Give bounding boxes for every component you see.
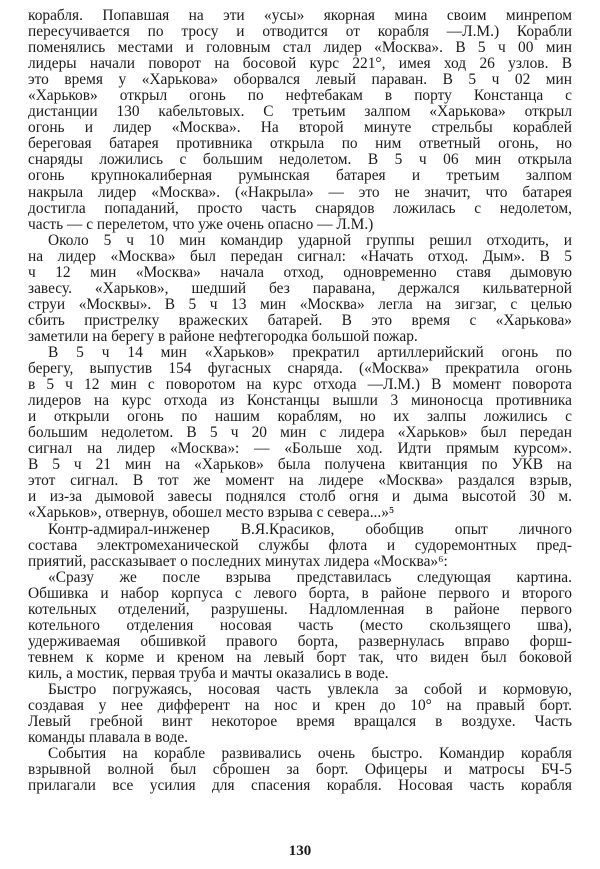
text-line: большим недолетом. В 5 ч 20 мин с лидера «Харьков» был передан <box>28 424 572 442</box>
text-line: часть — с перелетом, что уже очень опасно — Л.М.) <box>28 215 374 233</box>
text-line: завесу. «Харьков», шедший без паравана, держался кильватерной <box>28 279 572 297</box>
text-line: лидеров на курс отхода из Констанцы вышли 3 миноносца противника <box>28 392 572 410</box>
text-line: это время у «Харькова» оборвался левый параван. В 5 ч 02 мин <box>28 71 572 89</box>
text-line: В 5 ч 14 мин «Харьков» прекратил артиллерийский огонь по <box>48 343 572 361</box>
text-line: состава электромеханической службы флота и судоремонтных пред- <box>28 536 572 554</box>
text-line: этот сигнал. В тот же момент на лидере «Москва» раздался взрыв, <box>28 472 572 490</box>
text-line: огонь и лидер «Москва». На второй минуте стрельбы кораблей <box>28 119 572 137</box>
text-line: в 5 ч 12 мин с поворотом на курс отхода —Л.М.) В момент поворота <box>28 376 572 394</box>
text-line: События на корабле развивались очень быстро. Командир корабля <box>48 745 572 763</box>
paragraph <box>28 522 572 570</box>
text-line: струи «Москвы». В 5 ч 13 мин «Москва» легла на зигзаг, с целью <box>28 295 572 313</box>
text-line: поменялись местами и головным стал лидер «Москва». В 5 ч 00 мин <box>28 39 572 57</box>
paragraph <box>28 746 572 794</box>
text-line: Около 5 ч 10 мин командир ударной группы решил отходить, и <box>48 231 572 249</box>
text-line: берегу, выпустив 154 фугасных снаряда. («Москва» прекратила огонь <box>28 360 572 378</box>
paragraph <box>28 570 572 682</box>
text-line: команды плавала в воде. <box>28 729 188 747</box>
paragraph <box>28 345 572 522</box>
text-line: береговая батарея противника открыла по ним ответный огонь, но <box>28 135 572 153</box>
text-line: прилагали все усилия для спасения корабля. Носовая часть корабля <box>28 777 572 795</box>
text-line: Левый гребной винт некоторое время вращался в воздухе. Часть <box>28 713 572 731</box>
text-line: огонь крупнокалиберная румынская батарея и третьим залпом <box>28 167 572 185</box>
text-line: накрыла лидер «Москва». («Накрыла» — это не значит, что батарея <box>28 183 572 201</box>
text-line: снаряды ложились с большим недолетом. В 5 ч 06 мин открыла <box>28 151 572 169</box>
text-line: ч 12 мин «Москва» начала отход, одновременно ставя дымовую <box>28 263 572 281</box>
text-line: взрывной волной был сброшен за борт. Офицеры и матросы БЧ-5 <box>28 761 572 779</box>
text-line: на лидер «Москва» был передан сигнал: «Начать отход. Дым». В 5 <box>28 247 572 265</box>
text-line: заметили на берегу в районе нефтегородка большой пожар. <box>28 327 418 345</box>
page-number: 130 <box>288 843 312 859</box>
text-line: котельного отделения носовая часть (место скользящего шва), <box>28 616 572 634</box>
text-line: лидеры начали поворот на босовой курс 221°, имея ход 26 узлов. В <box>28 55 572 73</box>
text-line: Обшивка и набор корпуса с левого борта, в районе первого и второго <box>28 584 572 602</box>
text-line: приятий, рассказывает о последних минутах лидера «Москва»⁶: <box>28 552 448 570</box>
text-line: и из-за дымовой завесы поднялся столб огня и дыма высотой 30 м. <box>28 488 572 506</box>
text-line: корабля. Попавшая на эти «усы» якорная мина своим минрепом <box>28 7 572 24</box>
text-line: В 5 ч 21 мин на «Харьков» была получена квитанция по УКВ на <box>28 456 572 474</box>
text-line: киль, а мостик, первая труба и мачты оказались в воде. <box>28 664 389 682</box>
text-line: Контр-адмирал-инженер В.Я.Красиков, обобщив опыт личного <box>48 520 572 538</box>
paragraph <box>28 233 572 345</box>
text-line: дистанции 130 кабельтовых. С третьим залпом «Харькова» открыл <box>28 103 572 121</box>
text-line: котельных отделений, разрушены. Надломленная в районе первого <box>28 600 572 618</box>
text-line: «Харьков», отвернув, обошел место взрыва с севера...»⁵ <box>28 504 395 522</box>
text-line: тевнем к корме и креном на левый борт так, что виден был боковой <box>28 648 572 666</box>
paragraph <box>28 682 572 746</box>
page-body-text <box>28 8 572 794</box>
text-line: удерживаемая обшивкой правого борта, развернулась вправо форш- <box>28 632 572 650</box>
text-line: «Сразу же после взрыва представилась следующая картина. <box>48 568 572 586</box>
paragraph <box>28 8 572 233</box>
text-line: Быстро погружаясь, носовая часть увлекла за собой и кормовую, <box>48 680 572 698</box>
text-line: достигла попаданий, просто часть снарядов ложилась с недолетом, <box>28 199 572 217</box>
text-line: и открыли огонь по нашим кораблям, но их залпы ложились с <box>28 408 572 426</box>
text-line: пересучивается по тросу и отводится от корабля —Л.М.) Корабли <box>28 23 572 41</box>
text-line: сбить пристрелку вражеских батарей. В это время с «Харькова» <box>28 311 572 329</box>
text-line: создавая у нее дифферент на нос и крен до 10° на правый борт. <box>28 697 572 715</box>
text-line: сигнал на лидер «Москва»: — «Больше ход. Идти прямым курсом». <box>28 440 572 458</box>
text-line: «Харьков» открыл огонь по нефтебакам в порту Констанца с <box>28 87 572 105</box>
